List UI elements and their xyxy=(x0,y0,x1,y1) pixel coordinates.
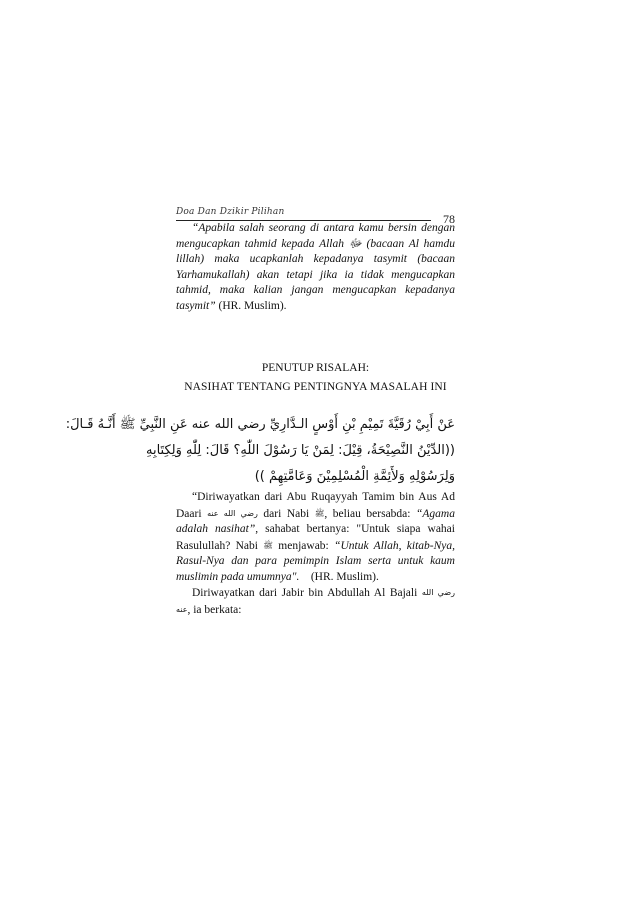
translation-part-5: menjawab: xyxy=(272,539,335,552)
translation-part-4: , sahabat bertanya: "Untuk siapa wahai Rasulullah? Nabi xyxy=(176,523,455,552)
radhiyallahu-anhu-symbol: رضي الله عنه xyxy=(176,588,455,614)
translation-quote-2: “Untuk Allah, kitab-Nya, Rasul-Nya dan para pemimpin Islam serta untuk kaum muslimin pada umumnya". xyxy=(176,539,456,583)
arabic-line-1: عَنْ أَبِيْ رُقَيَّةَ تَمِيْمِ بْنِ أَوْسٍ الـدَّارِيِّ رضي الله عنه عَنِ النَّبِيِّ ﷺ أَنَّـهُ قَـالَ: xyxy=(65,417,455,432)
arabic-hadith-text xyxy=(65,412,455,490)
next-hadith-part-2: , ia berkata: xyxy=(187,603,242,616)
page-number: 78 xyxy=(443,212,455,226)
section-subtitle: NASIHAT TENTANG PENTINGNYA MASALAH INI xyxy=(184,381,447,393)
arabic-line-3: وَلِرَسُوْلِهِ وَلأَئِمَّةِ الْمُسْلِمِيْنَ وَعَامَّتِهِمْ )) xyxy=(254,469,455,484)
translation-part-3: , beliau bersabda: xyxy=(324,507,417,520)
next-hadith-intro xyxy=(176,585,455,618)
previous-hadith-translation xyxy=(176,221,455,314)
page-content xyxy=(65,196,456,618)
running-title: Doa Dan Dzikir Pilihan xyxy=(176,207,285,217)
translation-quote-1: “Agama adalah nasihat” xyxy=(176,507,455,535)
shallallahu-alaihi-wasallam-symbol: ﷺ xyxy=(263,540,273,550)
shallallahu-alaihi-wasallam-symbol: ﷺ xyxy=(314,508,325,518)
arabic-line-2: ((الدِّيْنُ النَّصِيْحَةُ، قِيْلَ: لِمَنْ يَا رَسُوْلَ اللّٰهِ؟ قَالَ: لِلّٰهِ وَلِكِتَابِهِ xyxy=(145,443,455,458)
previous-hadith-text: “Apabila salah seorang di antara kamu bersin dengan mengucapkan tahmid kepada Allah ﷻ (bacaan Al hamdu lillah) maka ucapkanlah kepadanya tasymit (bacaan Yarhamukallah) akan tetapi jika ia tidak mengucapkan tahmid, maka kalian jangan mengucapkan kepadanya tasymit” xyxy=(176,222,455,312)
section-title: PENUTUP RISALAH: xyxy=(261,362,370,374)
translation-source: (HR. Muslim). xyxy=(299,570,379,583)
next-hadith-part-1: Diriwayatkan dari Jabir bin Abdullah Al Bajali xyxy=(192,587,422,599)
previous-hadith-source: (HR. Muslim). xyxy=(215,299,287,312)
running-header xyxy=(176,196,431,221)
radhiyallahu-anhu-symbol: رضي الله عنه xyxy=(207,508,258,518)
translation-part-1: “Diriwayatkan dari Abu Ruqayyah Tamim bin Aus Ad Daari xyxy=(176,491,455,520)
translation-part-2: dari Nabi xyxy=(257,507,315,520)
hadith-translation xyxy=(176,490,455,585)
